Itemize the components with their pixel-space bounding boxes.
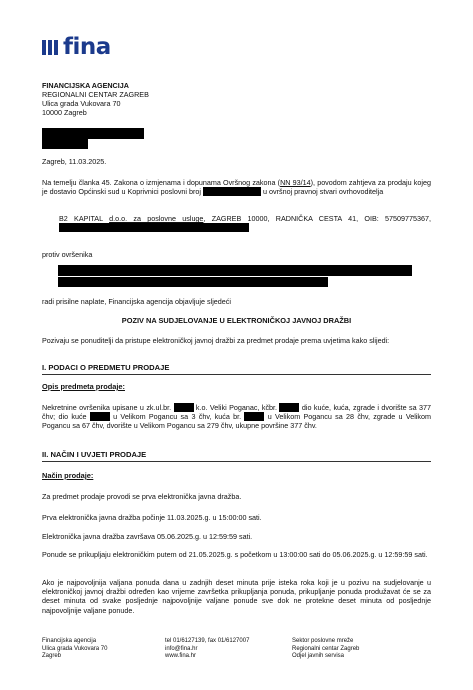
footer-email-link[interactable]: info@fina.hr (165, 645, 198, 652)
creditor-text-2: , ZAGREB 10000, RADNIČKA CESTA 41, OIB: 57509775367, (203, 214, 431, 223)
section-1-rule (42, 374, 431, 375)
footer-division: Odjel javnih servisa (292, 653, 345, 660)
property-text-1: Nekretnine ovršenika upisane u zk.ul.br. (42, 403, 174, 412)
section-1-heading: I. PODACI O PREDMETU PRODAJE (42, 363, 170, 372)
radi-text: radi prisilne naplate, Financijska agencija objavljuje sljedeći (42, 297, 231, 306)
redaction-debtor-2 (58, 277, 328, 287)
document-title: POZIV NA SUDJELOVANJE U ELEKTRONIČKOJ JAVNOJ DRAŽBI (121, 316, 352, 325)
sender-name: FINANCIJSKA AGENCIJA (42, 81, 129, 90)
sender-line4: 10000 Zagreb (42, 108, 87, 117)
law-reference: NN 93/14 (280, 178, 311, 187)
property-text-3: dio kuće, kuća, zgrade i dvorište sa 377 čhv; dio kuće (42, 403, 431, 422)
redaction-recipient-1 (42, 128, 144, 139)
sender-line2: REGIONALNI CENTAR ZAGREB (42, 90, 149, 99)
redaction-kcbr-2 (90, 412, 110, 421)
offers-period-text: Ponude se prikupljaju elektroničkim putem od 21.05.2025.g. s početkom u 13:00:00 sati do 05.06.2025.g. u 12:59:59 sati. (42, 550, 428, 559)
auction-end-text: Elektronička javna dražba završava 05.06.2025.g. u 12:59:59 sati. (42, 532, 253, 541)
section-2-subheading: Način prodaje: (42, 471, 94, 480)
sale-method-text: Za predmet prodaje provodi se prva elektronička javna dražba. (42, 492, 242, 501)
property-text-5: u Velikom Pogancu sa 28 čhv, zgrade u Velikom Pogancu sa 67 čhv, dvorište u Velikom Pogancu sa 279 čhv, ukupne površine 377 čhv. (42, 412, 431, 431)
section-2-heading: II. NAČIN I UVJETI PRODAJE (42, 450, 147, 459)
fina-logo (42, 34, 111, 60)
intro-text-3: u ovršnoj pravnoj stvari ovrhovoditelja (261, 187, 384, 197)
footer-street: Ulica grada Vukovara 70 (42, 645, 108, 652)
creditor-text-1: B2 KAPITAL (59, 214, 110, 223)
footer-sector: Sektor poslovne mreže (292, 638, 354, 644)
creditor-company-type: d.o.o. za poslovne usluge (109, 214, 204, 223)
creditor-paragraph (59, 214, 431, 232)
sender-line3: Ulica grada Vukovara 70 (42, 99, 121, 108)
property-text-4: u Velikom Pogancu sa 3 čhv, kuća br. (109, 412, 245, 422)
redaction-kcbr-1 (279, 403, 299, 412)
intro-paragraph (42, 178, 431, 196)
section-1-subheading: Opis predmeta prodaje: (42, 382, 125, 391)
intro-text-1: Na temelju članka 45. Zakona o izmjenama i dopunama Ovršnog zakona ( (42, 178, 281, 187)
extension-rule-text: Ako je najpovoljnija valjana ponuda dana u zadnjih deset minuta prije isteka roka koji je u pozivu na sudjelovanje u elektroničkoj javnoj dražbi određen kao vrijeme završetka prikupljanja ponuda, prikupljanje ponuda produžavat će se za deset minuta od svake posljednje najpovoljnije valjane ponude sve dok ne protekne deset minuta od posljednje najpovoljnije valjane ponude. (42, 578, 431, 615)
pozivaju-paragraph: Pozivaju se ponuditelji da pristupe elektroničkoj javnoj dražbi za predmet prodaje prema uvjetima kako slijedi: (42, 336, 390, 345)
redaction-recipient-2 (42, 139, 88, 149)
property-text-2: k.o. Veliki Poganac, kčbr. (193, 403, 280, 412)
footer-website-link[interactable]: www.fina.hr (165, 653, 197, 660)
redaction-zk (174, 403, 194, 412)
intro-text-2: ), povodom zahtjeva za prodaju kojeg je dostavio Općinski sud u Koprivnici poslovni broj (42, 178, 431, 197)
footer-department (292, 638, 359, 661)
logo-text: fina (63, 34, 111, 60)
footer-city: Zagreb (42, 653, 62, 660)
redaction-house-number (244, 412, 264, 421)
footer-contact (165, 638, 249, 661)
footer-regional-center: Regionalni centar Zagreb (292, 645, 360, 652)
footer-org: Financijska agencija (42, 638, 97, 644)
property-description (42, 403, 431, 431)
document-date: Zagreb, 11.03.2025. (42, 157, 107, 166)
redaction-case-number (203, 187, 261, 196)
footer-address (42, 638, 107, 661)
section-2-rule (42, 461, 431, 462)
logo-bars-icon (42, 40, 58, 55)
redaction-creditor (59, 223, 249, 232)
footer-phone: tel 01/6127139, fax 01/6127007 (165, 638, 250, 644)
auction-start-text: Prva elektronička javna dražba počinje 11.03.2025.g. u 15:00:00 sati. (42, 513, 262, 522)
protiv-label: protiv ovršenika (42, 250, 93, 259)
redaction-debtor-1 (58, 265, 412, 276)
